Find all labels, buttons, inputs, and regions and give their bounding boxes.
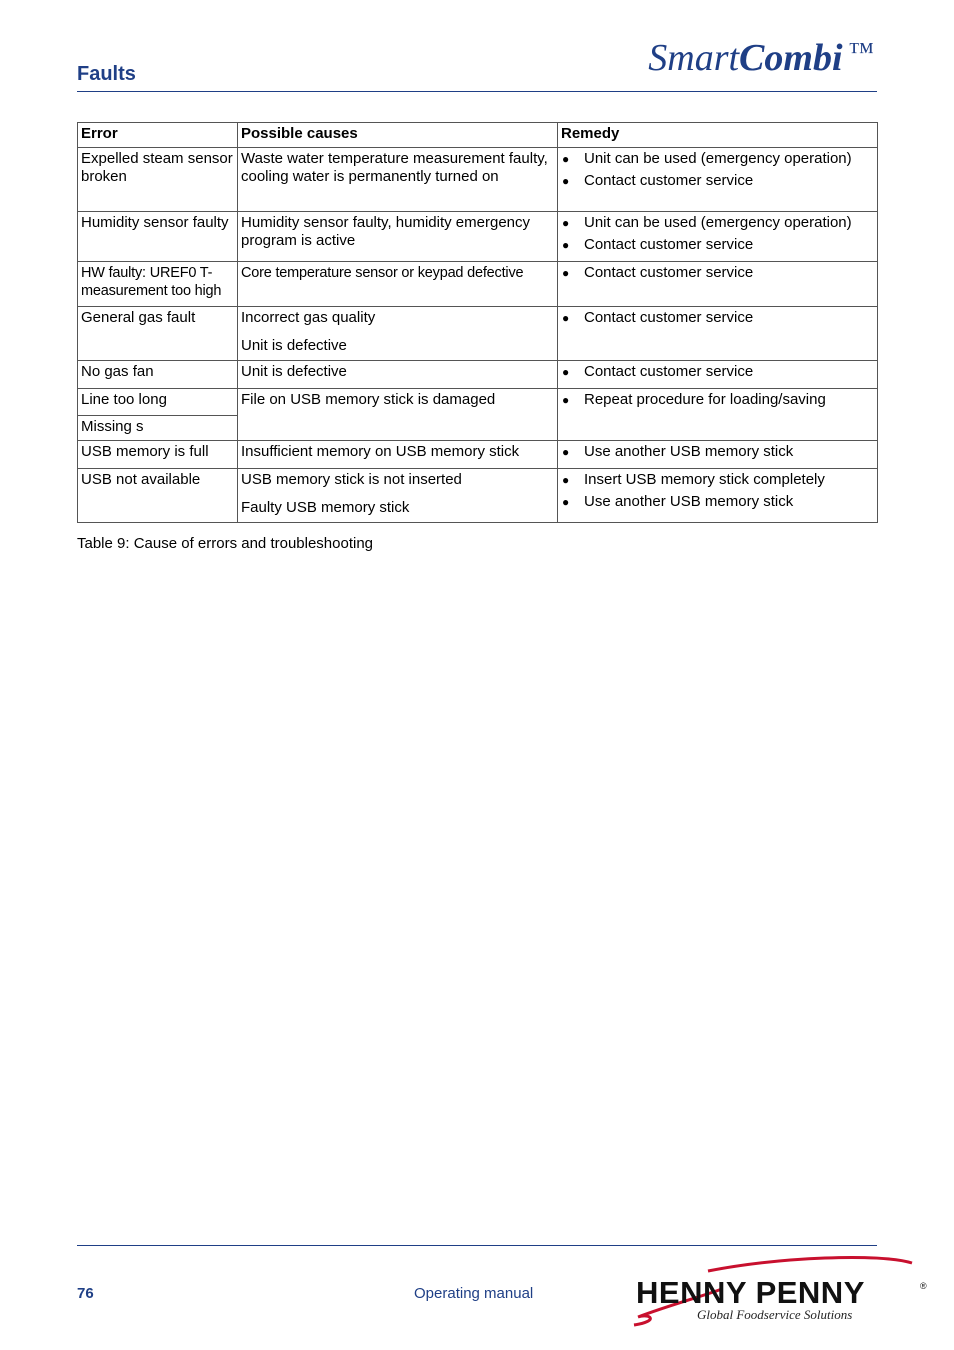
document-label: Operating manual (414, 1285, 534, 1302)
remedy-text: Unit can be used (emergency operation) (584, 214, 852, 231)
logo-tagline: Global Foodservice Solutions (697, 1307, 853, 1322)
error-cell: Missing s (78, 416, 238, 441)
footer-divider (77, 1245, 877, 1246)
table-header-row (78, 123, 878, 148)
error-cell: No gas fan (78, 361, 238, 389)
remedy-text: Insert USB memory stick completely (584, 471, 825, 488)
remedy-item (561, 214, 875, 232)
column-header-remedy: Remedy (558, 123, 878, 148)
remedy-text: Contact customer service (584, 363, 754, 380)
causes-cell (238, 361, 558, 389)
error-cell: Line too long (78, 389, 238, 416)
faults-table (77, 122, 878, 523)
remedy-cell (558, 389, 878, 441)
remedy-text: Unit can be used (emergency operation) (584, 150, 852, 167)
bullet-icon: ● (562, 152, 570, 166)
header-divider (77, 91, 877, 92)
cause-text: Unit is defective (241, 337, 347, 354)
remedy-cell (558, 148, 878, 212)
page-number: 76 (77, 1285, 94, 1302)
logo-wordmark: HENNY PENNY (636, 1275, 865, 1310)
causes-cell (238, 469, 558, 523)
remedy-cell (558, 469, 878, 523)
column-header-causes: Possible causes (238, 123, 558, 148)
brand-part-smart: Smart (648, 37, 740, 79)
cause-text: Humidity sensor faulty, humidity emergency program is active (241, 214, 530, 249)
remedy-item (561, 264, 875, 282)
error-cell: USB not available (78, 469, 238, 523)
table-row (78, 262, 878, 307)
causes-cell (238, 148, 558, 212)
error-cell: Expelled steam sensor broken (78, 148, 238, 212)
error-cell: Humidity sensor faulty (78, 212, 238, 262)
bullet-icon: ● (562, 311, 570, 325)
remedy-text: Use another USB memory stick (584, 443, 794, 460)
table-row (78, 441, 878, 469)
remedy-text: Contact customer service (584, 172, 754, 189)
remedy-item (561, 493, 875, 511)
bullet-icon: ● (562, 393, 570, 407)
remedy-text: Contact customer service (584, 309, 754, 326)
cause-text: Insufficient memory on USB memory stick (241, 443, 520, 460)
causes-cell (238, 212, 558, 262)
cause-text: Core temperature sensor or keypad defective (241, 265, 524, 281)
bullet-icon: ● (562, 365, 570, 379)
causes-cell (238, 441, 558, 469)
remedy-cell (558, 262, 878, 307)
error-cell: General gas fault (78, 307, 238, 361)
brand-trademark: ™ (848, 37, 874, 66)
remedy-text: Contact customer service (584, 236, 754, 253)
remedy-text: Repeat procedure for loading/saving (584, 391, 826, 408)
remedy-item (561, 172, 875, 190)
remedy-item (561, 471, 875, 489)
table-row (78, 361, 878, 389)
cause-text: File on USB memory stick is damaged (241, 391, 496, 408)
cause-text: Waste water temperature measurement faulty, cooling water is permanently turned on (241, 150, 548, 185)
table-row (78, 212, 878, 262)
error-cell: USB memory is full (78, 441, 238, 469)
remedy-item (561, 309, 875, 327)
section-title: Faults (77, 63, 136, 85)
bullet-icon: ● (562, 216, 570, 230)
registered-mark: ® (920, 1281, 927, 1291)
column-header-error: Error (78, 123, 238, 148)
remedy-text: Contact customer service (584, 264, 754, 281)
remedy-item (561, 236, 875, 254)
cause-text: Incorrect gas quality (241, 309, 376, 326)
company-logo (630, 1255, 930, 1335)
remedy-item (561, 391, 875, 409)
remedy-item (561, 150, 875, 168)
remedy-item (561, 443, 875, 461)
remedy-item (561, 363, 875, 381)
causes-cell (238, 389, 558, 441)
bullet-icon: ● (562, 445, 570, 459)
remedy-cell (558, 441, 878, 469)
remedy-cell (558, 307, 878, 361)
cause-text: Faulty USB memory stick (241, 499, 410, 516)
bullet-icon: ● (562, 473, 570, 487)
bullet-icon: ● (562, 266, 570, 280)
remedy-text: Use another USB memory stick (584, 493, 794, 510)
bullet-icon: ● (562, 495, 570, 509)
remedy-cell (558, 361, 878, 389)
cause-text: USB memory stick is not inserted (241, 471, 462, 488)
table-row (78, 389, 878, 416)
error-cell: HW faulty: UREF0 T-measurement too high (78, 262, 238, 307)
remedy-cell (558, 212, 878, 262)
causes-cell (238, 307, 558, 361)
table-row (78, 307, 878, 361)
table-row (78, 469, 878, 523)
bullet-icon: ● (562, 174, 570, 188)
table-row (78, 148, 878, 212)
table-caption: Table 9: Cause of errors and troubleshooting (77, 535, 374, 552)
causes-cell (238, 262, 558, 307)
cause-text: Unit is defective (241, 363, 347, 380)
bullet-icon: ● (562, 238, 570, 252)
brand-part-combi: Combi (739, 37, 843, 79)
brand-logo (648, 36, 874, 80)
